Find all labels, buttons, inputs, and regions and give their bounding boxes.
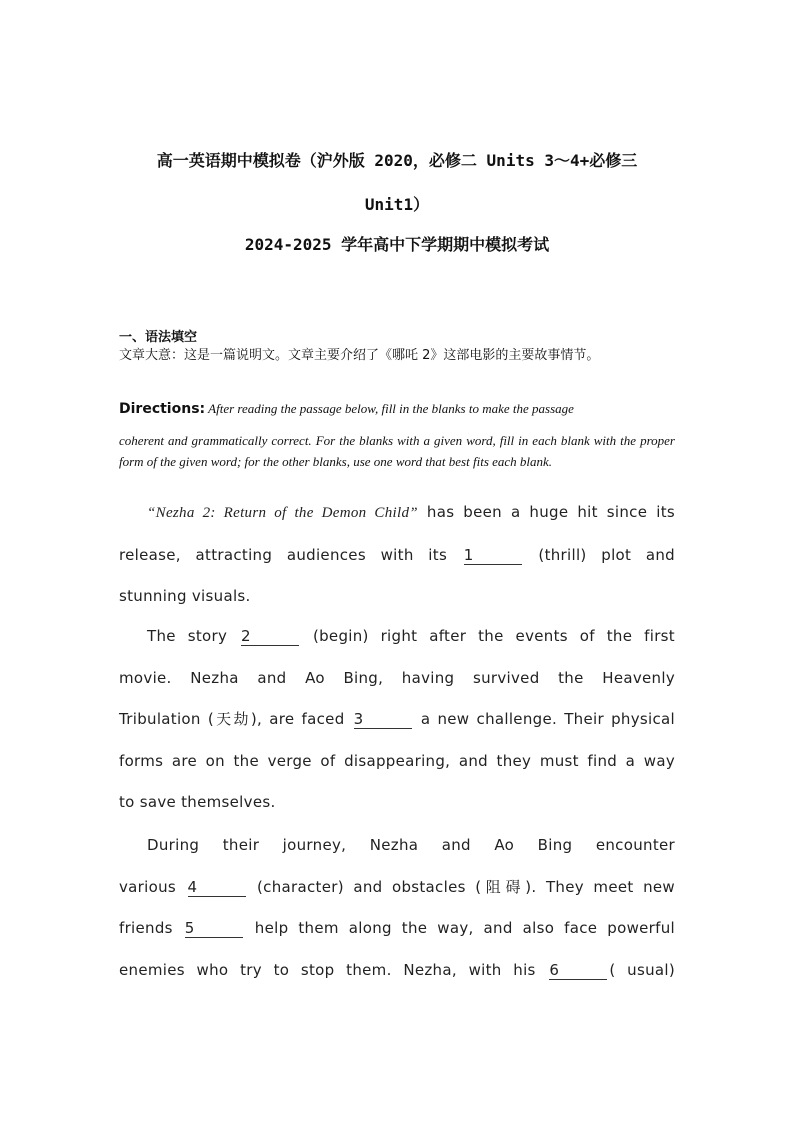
passage-text: Tribulation (天劫), are faced bbox=[119, 710, 345, 728]
passage-text: forms are on the verge of disappearing, and they must find a way bbox=[119, 751, 675, 770]
passage-text: has been a huge hit since its bbox=[417, 503, 675, 521]
blank-4[interactable]: 4 bbox=[188, 878, 246, 897]
passage-paragraph-2 bbox=[119, 616, 675, 824]
exam-title-line-1: 高一英语期中模拟卷（沪外版 2020，必修二 Units 3～4+必修三 bbox=[156, 151, 638, 170]
passage-summary: 文章大意：这是一篇说明文。文章主要介绍了《哪吒 2》这部电影的主要故事情节。 bbox=[119, 348, 600, 363]
directions-text-1: After reading the passage below, fill in the blanks to make the passage bbox=[205, 401, 574, 416]
blank-5[interactable]: 5 bbox=[185, 919, 243, 938]
passage-text: movie. Nezha and Ao Bing, having survived the Heavenly bbox=[119, 668, 675, 687]
passage-text: various bbox=[119, 877, 177, 896]
directions-block bbox=[119, 398, 675, 472]
passage-text: help them along the way, and also face powerful bbox=[254, 919, 675, 937]
passage-paragraph-1 bbox=[119, 492, 675, 618]
passage-text: (character) and obstacles (阻碍). They meet new bbox=[257, 877, 675, 896]
passage-text: During their journey, Nezha and Ao Bing encounter bbox=[147, 836, 675, 854]
passage-text: (begin) right after the events of the first bbox=[312, 627, 675, 645]
passage-text: The story bbox=[147, 627, 228, 645]
passage-text: friends bbox=[119, 919, 173, 937]
blank-1[interactable]: 1 bbox=[464, 546, 522, 565]
exam-subtitle: 2024-2025 学年高中下学期期中模拟考试 bbox=[244, 235, 550, 254]
film-title: “Nezha 2: Return of the Demon Child” bbox=[147, 505, 418, 521]
exam-title-line-2: Unit1） bbox=[364, 195, 430, 214]
section-heading: 一、语法填空 bbox=[119, 330, 198, 345]
passage-text: a new challenge. Their physical bbox=[420, 710, 675, 728]
passage-text: stunning visuals. bbox=[119, 587, 251, 605]
passage-text: ( usual) bbox=[609, 960, 675, 979]
passage-paragraph-3 bbox=[119, 825, 675, 991]
blank-3[interactable]: 3 bbox=[354, 710, 412, 729]
blank-2[interactable]: 2 bbox=[241, 627, 299, 646]
blank-6[interactable]: 6 bbox=[549, 961, 607, 980]
passage-text: enemies who try to stop them. Nezha, with his bbox=[119, 960, 536, 979]
passage-text: (thrill) plot and bbox=[538, 545, 675, 564]
directions-text-2: coherent and grammatically correct. For the blanks with a given word, fill in each blank with the proper form of the given word; for the other blanks, use one word that best fits each blank. bbox=[119, 433, 675, 469]
directions-line-1 bbox=[119, 398, 675, 420]
passage-text: to save themselves. bbox=[119, 793, 276, 811]
passage-text: release, attracting audiences with its bbox=[119, 545, 448, 564]
directions-label: Directions: bbox=[119, 401, 206, 417]
